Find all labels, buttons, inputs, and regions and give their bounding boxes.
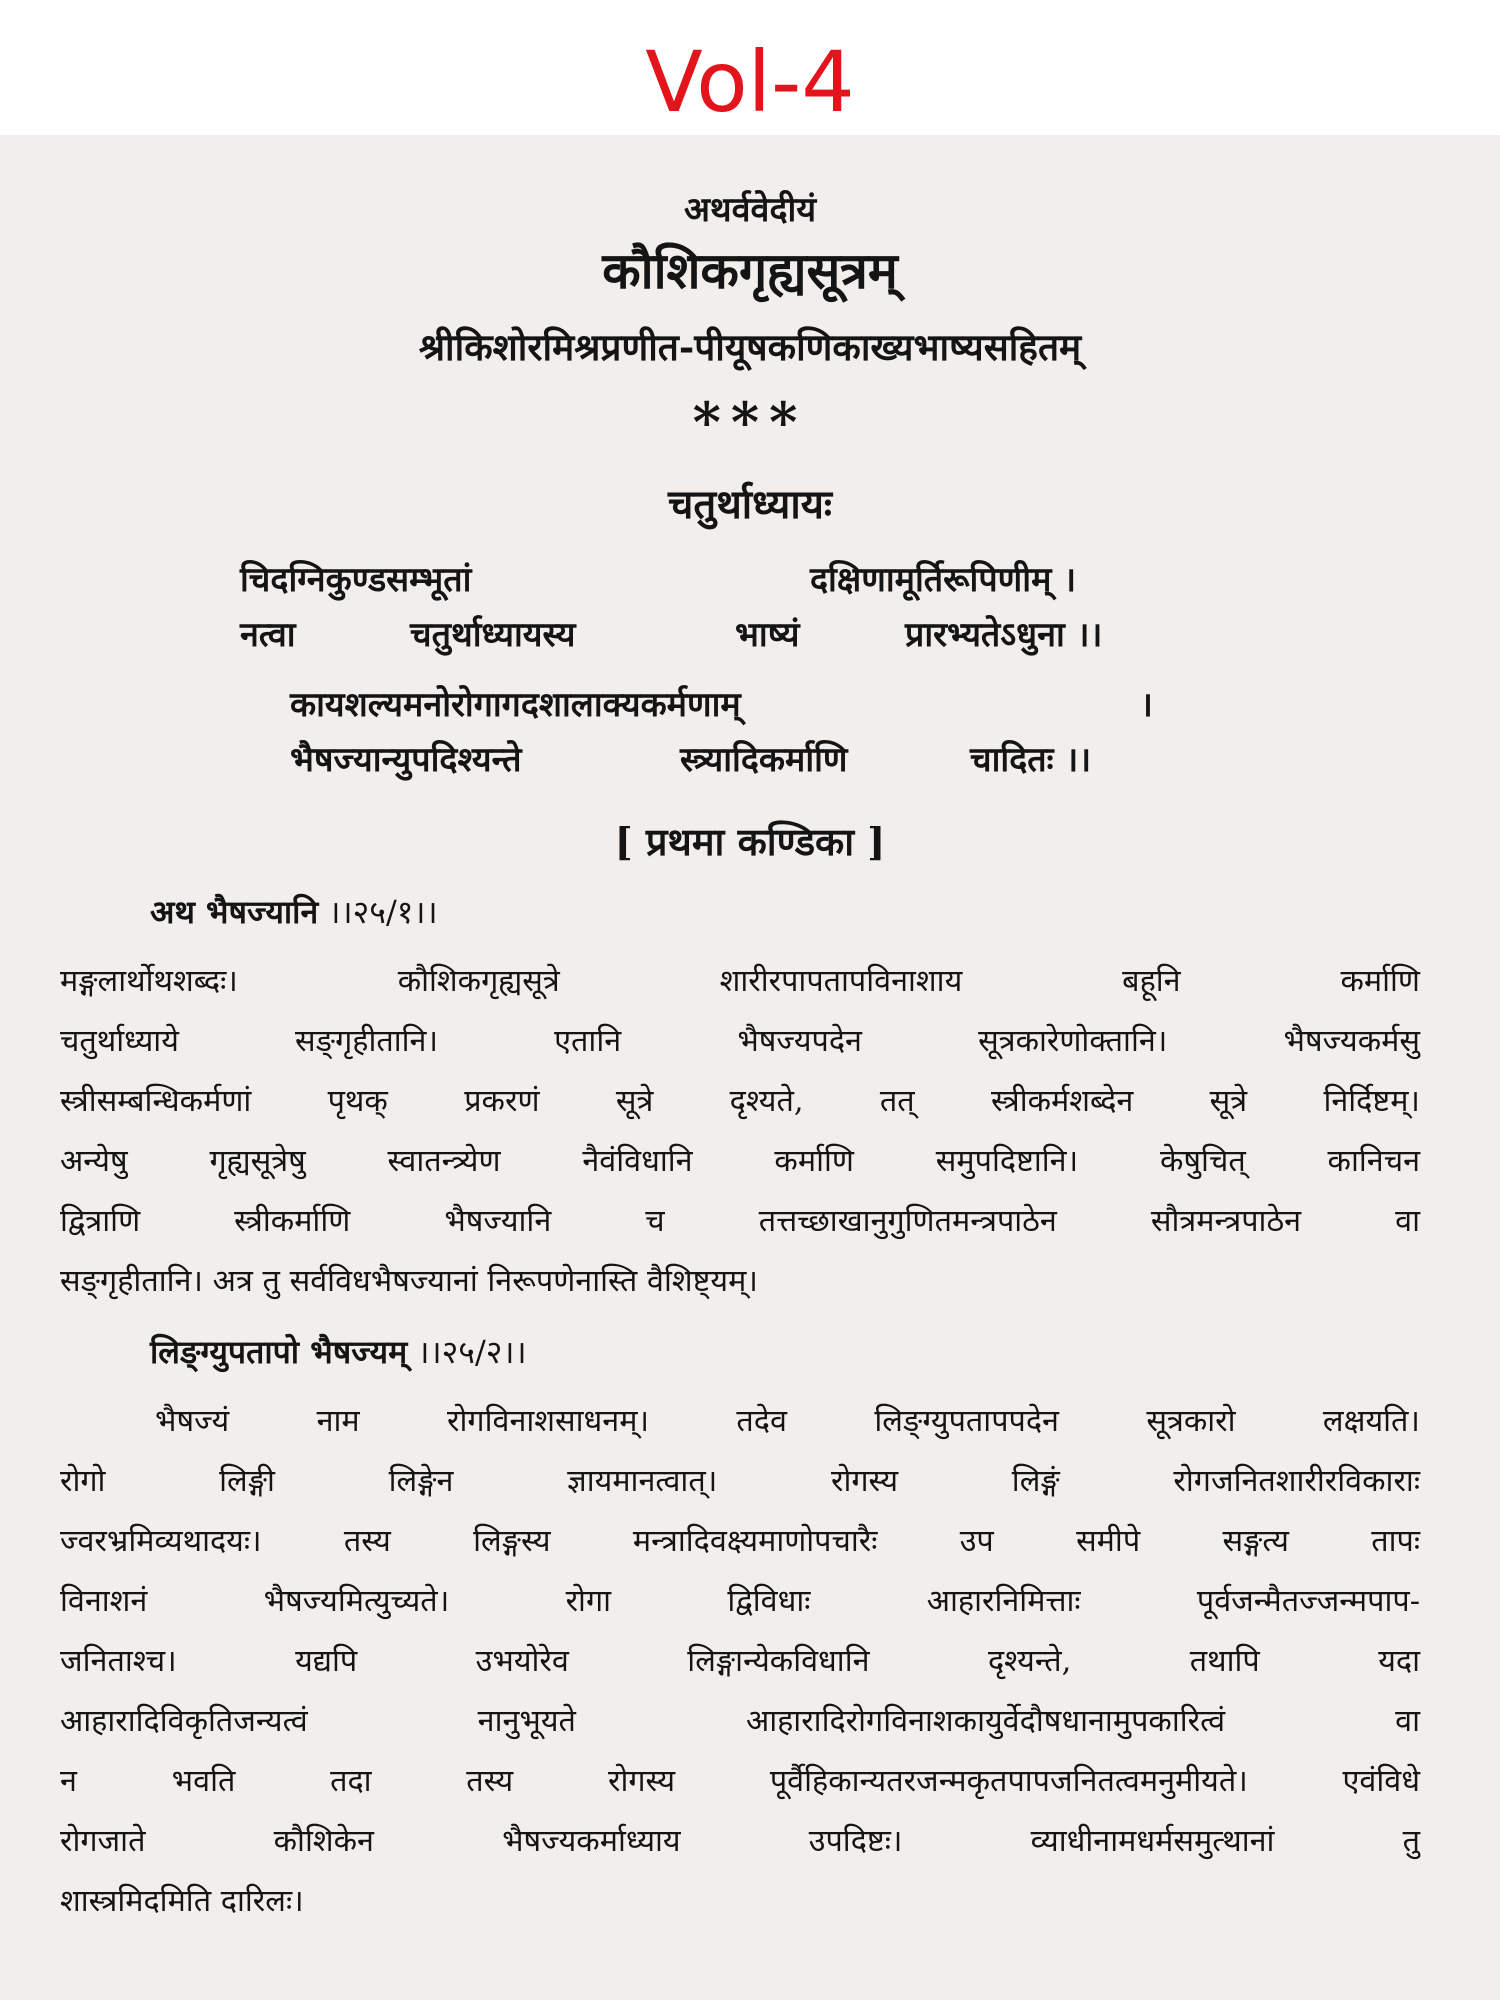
- sutra-number: ।।२५/२।।: [417, 1333, 527, 1371]
- section-heading: [ प्रथमा कण्डिका ]: [614, 819, 886, 864]
- commentary-line: ज्वरभ्रमिव्यथादयः। तस्य लिङ्गस्य मन्त्रादिवक्ष्यमाणोपचारैः उप समीपे सङ्गत्य तापः: [60, 1524, 1420, 1559]
- commentary-line: जनिताश्च। यद्यपि उभयोरेव लिङ्गान्येकविधानि दृश्यन्ते, तथापि यदा: [60, 1644, 1420, 1679]
- commentary-line: शास्त्रमिदमिति दारिलः।: [60, 1884, 304, 1919]
- commentary-line: द्वित्राणि स्त्रीकर्माणि भैषज्यानि च तत्तच्छाखानुगुणितमन्त्रपाठेन सौत्रमन्त्रपाठेन वा: [60, 1204, 1420, 1239]
- volume-label: Vol-4: [645, 33, 855, 131]
- verse-line1-part1: चिदग्निकुण्डसम्भूतां: [240, 560, 472, 600]
- commentary-line: विनाशनं भैषज्यमित्युच्यते। रोगा द्विविधाः आहारनिमित्ताः पूर्वजन्मैतज्जन्मपाप-: [60, 1584, 1420, 1619]
- commentary-line: आहारादिविकृतिजन्यत्वं नानुभूयते आहारादिरोगविनाशकायुर्वेदौषधानामुपकारित्वं वा: [60, 1704, 1420, 1739]
- verse-line2-part4: प्रारभ्यतेऽधुना ।।: [905, 615, 1103, 655]
- commentary-line: चतुर्थाध्याये सङ्गृहीतानि। एतानि भैषज्यपदेन सूत्रकारेणोक्तानि। भैषज्यकर्मसु: [60, 1024, 1420, 1059]
- verse-line3-part1: कायशल्यमनोरोगागदशालाक्यकर्मणाम्: [290, 685, 741, 725]
- sutra-text: लिङ्ग्युपतापो भैषज्यम्: [150, 1333, 408, 1371]
- verse-line3-part2: ।: [1140, 685, 1153, 725]
- commentary-line: स्त्रीसम्बन्धिकर्मणां पृथक् प्रकरणं सूत्रे दृश्यते, तत् स्त्रीकर्मशब्देन सूत्रे निर्दिष्टम्।: [60, 1084, 1420, 1119]
- book-subtitle: श्रीकिशोरमिश्रप्रणीत-पीयूषकणिकाख्यभाष्यसहितम्: [418, 325, 1082, 369]
- verse-line4-part3: चादितः ।।: [970, 740, 1092, 780]
- commentary-line: रोगजाते कौशिकेन भैषज्यकर्माध्याय उपदिष्टः। व्याधीनामधर्मसमुत्थानां तु: [60, 1824, 1420, 1859]
- verse-line1-part2: दक्षिणामूर्तिरूपिणीम् ।: [810, 560, 1077, 600]
- ornament-stars: ***: [692, 390, 808, 454]
- commentary-line: मङ्गलार्थोथशब्दः। कौशिकगृह्यसूत्रे शारीरपापतापविनाशाय बहूनि कर्माणि: [60, 964, 1420, 999]
- commentary-line: अन्येषु गृह्यसूत्रेषु स्वातन्त्र्येण नैवंविधानि कर्माणि समुपदिष्टानि। केषुचित् कानिचन: [60, 1144, 1420, 1179]
- sutra-heading: [150, 890, 438, 933]
- sutra-text: अथ भैषज्यानि: [150, 893, 319, 931]
- verse-line4-part2: स्त्र्यादिकर्माणि: [680, 740, 848, 780]
- sutra-heading: [150, 1330, 527, 1373]
- book-title: कौशिकगृह्यसूत्रम्: [602, 241, 898, 300]
- book-page: [0, 135, 1500, 2000]
- veda-heading: अथर्ववेदीयं: [683, 190, 817, 230]
- verse-line4-part1: भैषज्यान्युपदिश्यन्ते: [290, 740, 522, 780]
- commentary-line: रोगो लिङ्गी लिङ्गेन ज्ञायमानत्वात्। रोगस्य लिङ्गं रोगजनितशारीरविकाराः: [60, 1464, 1420, 1499]
- chapter-heading: चतुर्थाध्यायः: [668, 481, 832, 528]
- commentary-line: सङ्गृहीतानि। अत्र तु सर्वविधभैषज्यानां निरूपणेनास्ति वैशिष्ट्यम्।: [60, 1264, 758, 1299]
- verse-line2-part3: भाष्यं: [735, 615, 800, 655]
- commentary-line: न भवति तदा तस्य रोगस्य पूर्वैहिकान्यतरजन्मकृतपापजनितत्वमनुमीयते। एवंविधे: [60, 1764, 1420, 1799]
- sutra-number: ।।२५/१।।: [328, 893, 438, 931]
- verse-line2-part2: चतुर्थाध्यायस्य: [410, 615, 576, 655]
- verse-line2-part1: नत्वा: [240, 615, 296, 655]
- commentary-line: भैषज्यं नाम रोगविनाशसाधनम्। तदेव लिङ्ग्युपतापपदेन सूत्रकारो लक्षयति।: [155, 1404, 1420, 1439]
